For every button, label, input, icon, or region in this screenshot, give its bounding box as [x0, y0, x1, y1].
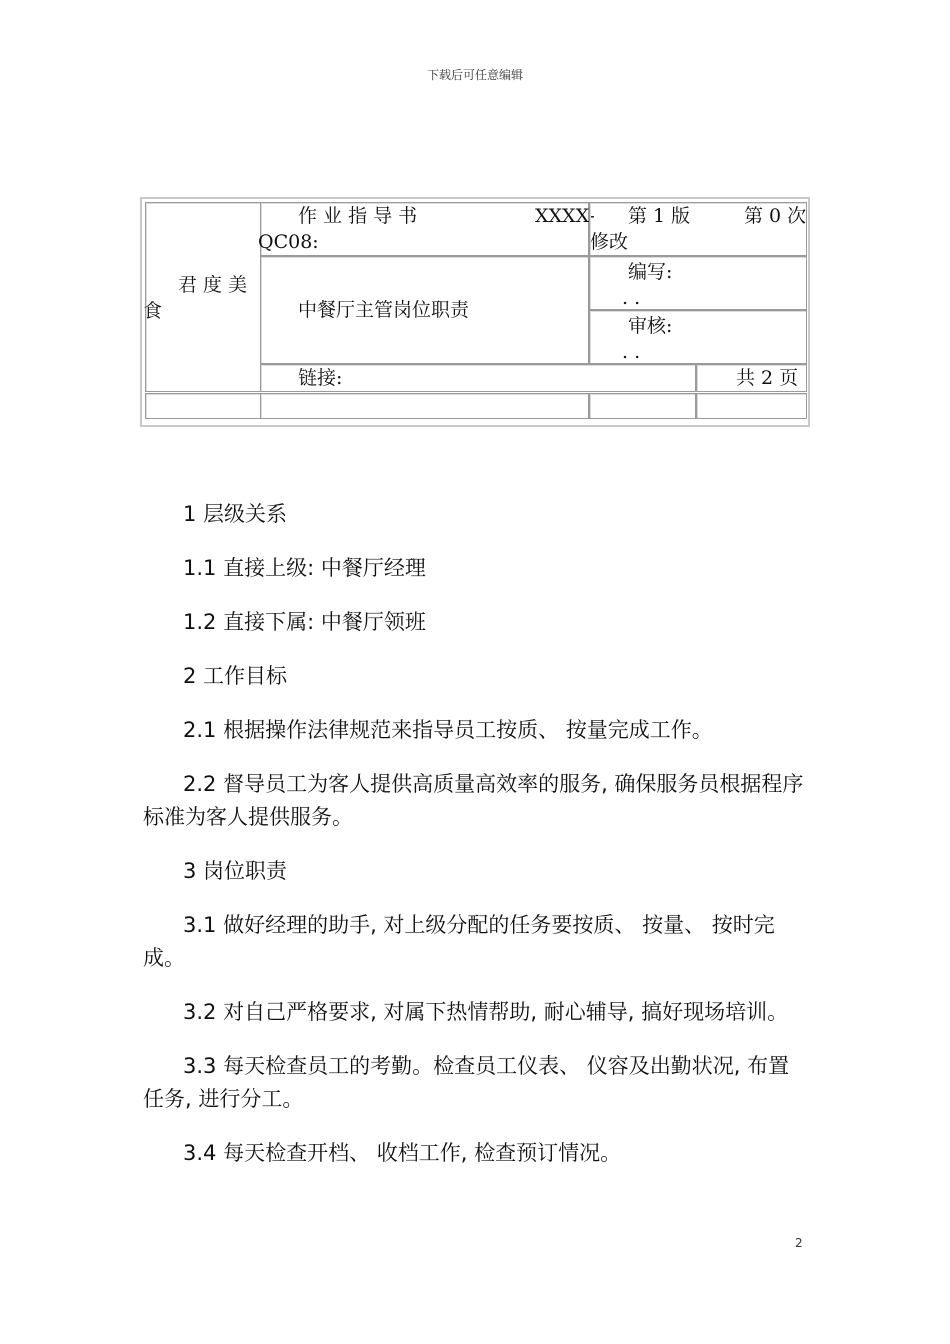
revision-part2: 修改 — [590, 231, 629, 253]
empty-cell — [696, 393, 807, 419]
doc-code-part1: XXXX- — [535, 205, 595, 227]
company-cell — [145, 202, 261, 392]
paragraph: 3.4 每天检查开档、 收档工作, 检查预订情况。 — [183, 1141, 622, 1165]
page-total: 共 2 页 — [736, 367, 799, 389]
header-note: 下载后可任意编辑 — [426, 68, 523, 82]
company-name-line1: 君 度 美 — [178, 274, 248, 296]
paragraph: 2.2 督导员工为客人提供高质量高效率的服务, 确保服务员根据程序标准为客人提供服务。 — [143, 772, 804, 829]
empty-cell — [145, 393, 261, 419]
company-name-line2: 食 — [143, 300, 163, 322]
version: 第 1 版 — [628, 205, 691, 227]
document-body — [143, 498, 808, 1191]
revision-part1: 第 0 次 — [744, 205, 807, 227]
empty-cell — [260, 393, 589, 419]
doc-code-part2: QC08: — [258, 231, 319, 253]
document-header-table — [140, 197, 810, 427]
section-heading: 2 工作目标 — [183, 664, 288, 688]
reviewer-label: 审核: — [628, 315, 673, 337]
doc-title: 中餐厅主管岗位职责 — [298, 299, 470, 321]
page-number: 2 — [795, 1236, 803, 1250]
section-heading: 3 岗位职责 — [183, 859, 288, 883]
doc-type: 作 业 指 导 书 — [298, 205, 418, 227]
paragraph: 1.1 直接上级: 中餐厅经理 — [183, 556, 426, 580]
paragraph: 3.2 对自己严格要求, 对属下热情帮助, 耐心辅导, 搞好现场培训。 — [183, 1000, 789, 1024]
paragraph: 1.2 直接下属: 中餐厅领班 — [183, 610, 426, 634]
paragraph: 2.1 根据操作法律规范来指导员工按质、 按量完成工作。 — [183, 718, 713, 742]
author-dots: . . — [622, 287, 641, 309]
section-heading: 1 层级关系 — [183, 502, 288, 526]
paragraph: 3.3 每天检查员工的考勤。检查员工仪表、 仪容及出勤状况, 布置任务, 进行分工。 — [143, 1054, 790, 1111]
paragraph: 3.1 做好经理的助手, 对上级分配的任务要按质、 按量、 按时完成。 — [143, 913, 775, 970]
author-label: 编写: — [628, 261, 673, 283]
reviewer-dots: . . — [622, 341, 641, 363]
link-label: 链接: — [298, 367, 343, 389]
empty-cell — [589, 393, 696, 419]
